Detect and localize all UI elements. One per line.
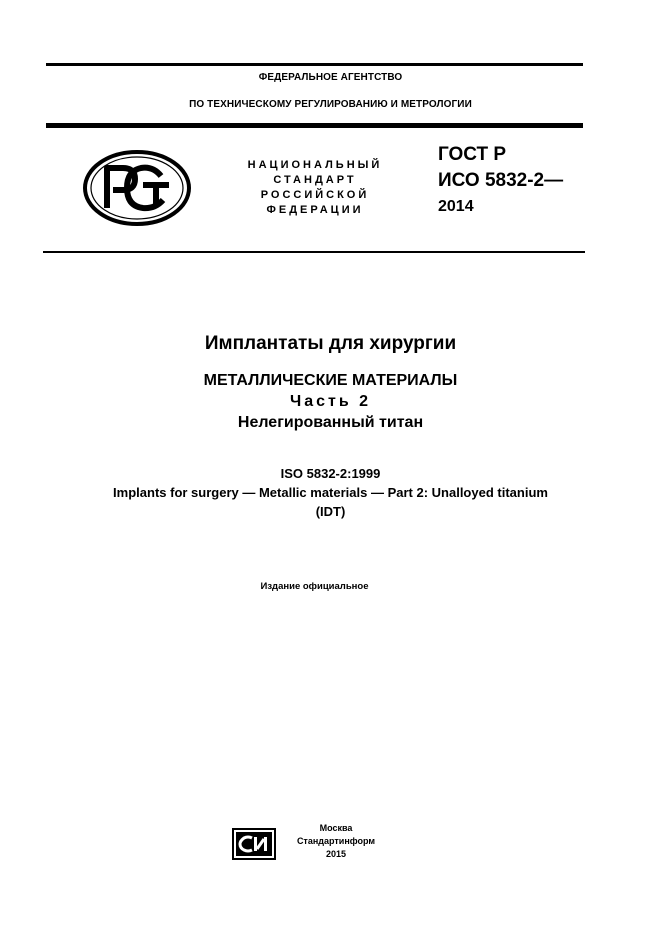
iso-number: ISO 5832-2:1999 (280, 466, 381, 481)
publisher-name: Стандартинформ (296, 836, 376, 846)
header-rule (46, 123, 583, 128)
subtitle-line-4: Нелегированный титан (237, 414, 424, 431)
iso-idt: (IDT) (315, 504, 346, 519)
code-line-2: ИСО 5832-2— (438, 170, 564, 191)
agency-line-2: ПО ТЕХНИЧЕСКОМУ РЕГУЛИРОВАНИЮ И МЕТРОЛОГИИ (189, 99, 472, 110)
national-standard-label (232, 158, 398, 218)
publisher-year: 2015 (325, 849, 347, 859)
national-line: СТАНДАРТ (273, 174, 357, 186)
code-year: 2014 (438, 198, 474, 215)
national-line: НАЦИОНАЛЬНЫЙ (247, 159, 383, 171)
subtitle-line-2: МЕТАЛЛИЧЕСКИЕ МАТЕРИАЛЫ (203, 372, 458, 389)
publisher-info (286, 822, 386, 861)
iso-reference (0, 464, 661, 521)
national-line: ФЕДЕРАЦИИ (266, 204, 364, 216)
subtitle-block (0, 370, 661, 433)
standard-code (438, 142, 563, 220)
agency-line-1: ФЕДЕРАЛЬНОЕ АГЕНТСТВО (258, 72, 403, 83)
edition-label: Издание официальное (260, 581, 369, 592)
standartinform-logo (232, 828, 276, 860)
iso-english-title: Implants for surgery — Metallic materials — Part 2: Unalloyed titanium (113, 485, 548, 500)
national-line: РОССИЙСКОЙ (260, 189, 370, 201)
code-line-1: ГОСТ Р (438, 144, 507, 165)
top-rule (46, 63, 583, 66)
rst-logo (83, 150, 191, 226)
publisher-city: Москва (319, 823, 353, 833)
page-title: Имплантаты для хирургии (204, 333, 457, 354)
standard-rule (43, 251, 585, 253)
subtitle-line-3: Часть 2 (289, 393, 372, 410)
